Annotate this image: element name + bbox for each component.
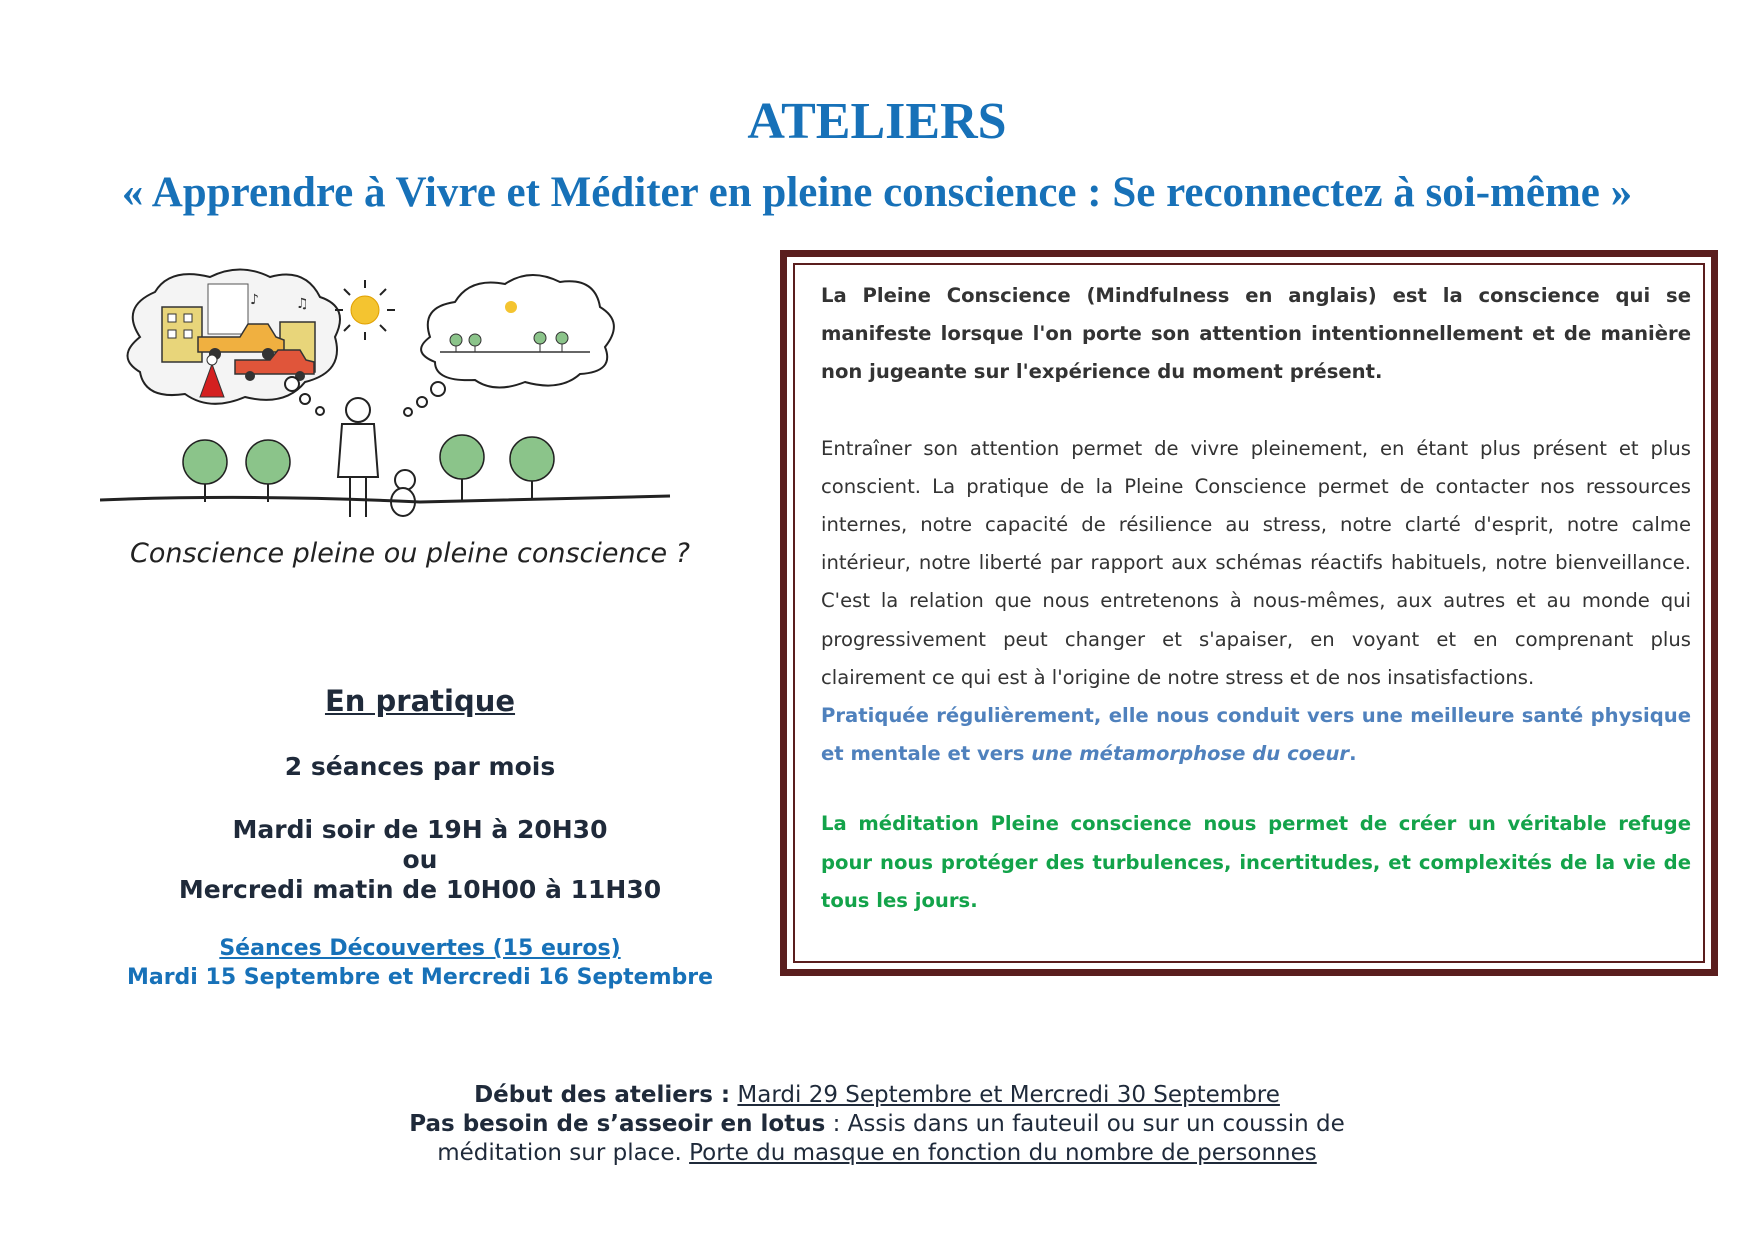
benefits-paragraph: Entraîner son attention permet de vivre pleinement, en étant plus présent et plus conscient. La pratique de la Pleine Conscience permet de contacter nos ressources internes, notre capacité de résilience au stress, notre clarté d'esprit, notre calme intérieur, notre liberté par rapport aux schémas réactifs habituels, notre bienveillance. C'est la relation que nous entretenons à nous-mêmes, aux autres et au monde qui progressivement peut changer et s'apaiser, en voyant et en comprenant plus clairement ce qui est à l'origine de notre stress et de nos insatisfactions. <box>821 436 1691 689</box>
page-title: ATELIERS <box>747 93 1007 150</box>
practice-paragraph: Pratiquée régulièrement, elle nous conduit vers une meilleure santé physique et mentale et vers une métamorphose du coeur. <box>821 704 1691 766</box>
start-dates: Mardi 29 Septembre et Mercredi 30 Septembre <box>737 1082 1280 1108</box>
definition-paragraph: La Pleine Conscience (Mindfulness en anglais) est la conscience qui se manifeste lorsque l'on porte son attention intentionnellement et de manière non jugeante sur l'expérience du moment présent. <box>821 284 1691 384</box>
schedule-or: ou <box>402 845 438 874</box>
discovery-sessions-dates: Mardi 15 Septembre et Mercredi 16 Septembre <box>126 965 714 990</box>
refuge-paragraph: La méditation Pleine conscience nous permet de créer un véritable refuge pour nous protéger des turbulences, incertitudes, et complexités de la vie de tous les jours. <box>821 812 1691 912</box>
schedule <box>90 815 750 905</box>
page-subtitle: « Apprendre à Vivre et Méditer en pleine conscience : Se reconnectez à soi-même » <box>121 169 1633 216</box>
mindfulness-illustration <box>100 262 740 652</box>
meditation-place-text: méditation sur place. <box>437 1140 690 1166</box>
illustration-caption: Conscience pleine ou pleine conscience ? <box>130 538 690 569</box>
frequency-text: 2 séances par mois <box>284 752 556 781</box>
svg-text:♫: ♫ <box>296 296 309 312</box>
footer-mask-line <box>0 1139 1754 1168</box>
busy-thought-cloud <box>128 270 341 404</box>
footer-lotus-line <box>0 1110 1754 1139</box>
lotus-label: Pas besoin de s’asseoir en lotus <box>409 1111 826 1137</box>
discovery-sessions-link[interactable]: Séances Découvertes (15 euros) <box>219 936 621 961</box>
sun-icon <box>335 280 395 340</box>
calm-thought-cloud <box>421 275 614 388</box>
mindfulness-info-box <box>780 250 1718 976</box>
schedule-slot-wednesday: Mercredi matin de 10H00 à 11H30 <box>178 875 662 904</box>
footer-start-line <box>0 1081 1754 1110</box>
start-label: Début des ateliers : <box>474 1082 731 1108</box>
practical-heading: En pratique <box>324 684 516 718</box>
svg-text:♪: ♪ <box>250 292 259 308</box>
schedule-slot-tuesday: Mardi soir de 19H à 20H30 <box>232 815 608 844</box>
practice-emphasis: une métamorphose du coeur <box>1031 742 1350 766</box>
lotus-text: : Assis dans un fauteuil ou sur un coussin de <box>825 1111 1345 1137</box>
info-box-text <box>821 277 1691 920</box>
dog-figure <box>391 470 415 516</box>
mask-notice: Porte du masque en fonction du nombre de personnes <box>689 1140 1317 1166</box>
